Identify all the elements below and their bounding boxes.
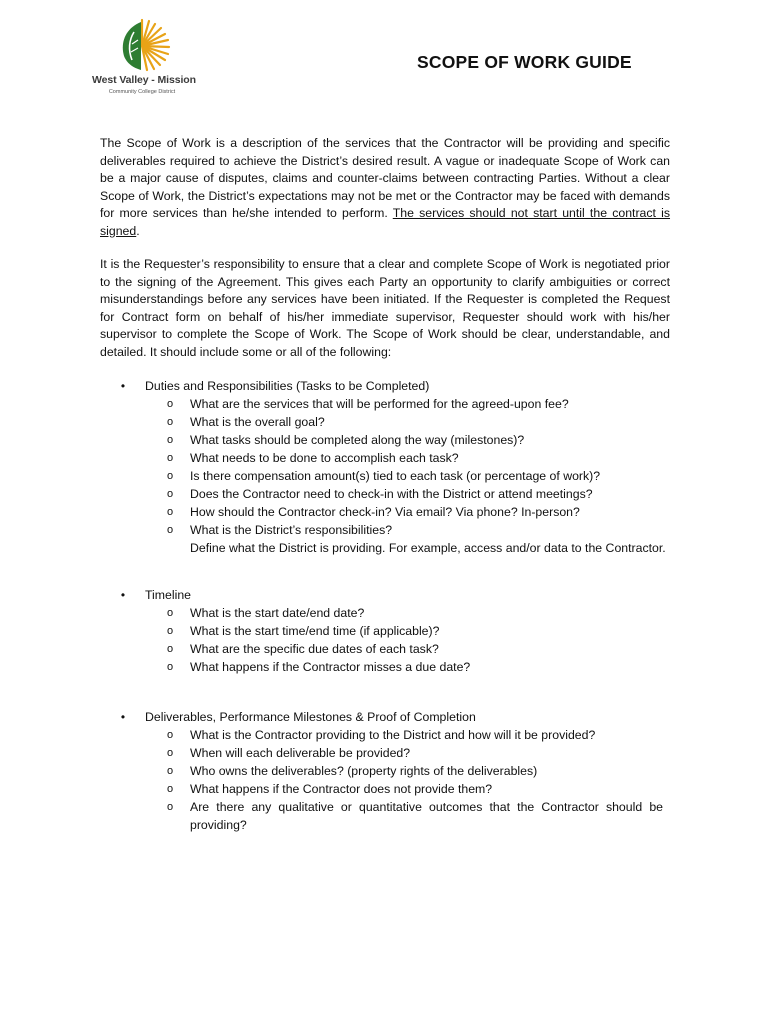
section-heading bbox=[118, 708, 693, 726]
list-item-text: Are there any qualitative or quantitative outcomes that the Contractor should be providing? bbox=[190, 800, 663, 832]
list-item-text: How should the Contractor check-in? Via email? Via phone? In-person? bbox=[190, 505, 580, 519]
paragraph-intro-text: The Scope of Work is a description of the services that the Contractor will be providing and specific deliverables required to achieve the District’s desired result. A vague or inadequate Scope of Work can be a major cause of disputes, claims and counter-claims between contracting Parties. Without a clear Scope of Work, the District’s expectations may not be met or the Contractor may be faced with demands for more services than he/she intended to perform. bbox=[100, 136, 670, 220]
leaf-sun-icon bbox=[112, 18, 172, 72]
circle-bullet-icon: o bbox=[167, 729, 174, 741]
list-item-text: What happens if the Contractor does not provide them? bbox=[190, 782, 493, 796]
page-title: SCOPE OF WORK GUIDE bbox=[417, 52, 632, 72]
circle-bullet-icon: o bbox=[167, 434, 174, 446]
list-item bbox=[118, 780, 693, 798]
list-item bbox=[118, 798, 693, 834]
section-heading-text: Duties and Responsibilities (Tasks to be Completed) bbox=[145, 379, 430, 393]
list-item-text: What is the District’s responsibilities? bbox=[190, 523, 393, 537]
list-item-text: What is the Contractor providing to the District and how will it be provided? bbox=[190, 728, 596, 742]
list-item-text: What are the services that will be performed for the agreed-upon fee? bbox=[190, 397, 569, 411]
list-item-text: Does the Contractor need to check-in with the District or attend meetings? bbox=[190, 487, 593, 501]
list-item bbox=[118, 658, 693, 676]
list-item bbox=[118, 413, 693, 431]
list-item bbox=[118, 521, 693, 539]
list-item-text: What is the start time/end time (if applicable)? bbox=[190, 624, 440, 638]
list-item bbox=[118, 762, 693, 780]
list-item bbox=[118, 431, 693, 449]
list-item-text: What happens if the Contractor misses a due date? bbox=[190, 660, 471, 674]
list-item bbox=[118, 503, 693, 521]
list-item-text: What are the specific due dates of each task? bbox=[190, 642, 439, 656]
list-item bbox=[118, 640, 693, 658]
circle-bullet-icon: o bbox=[167, 747, 174, 759]
list-item bbox=[118, 744, 693, 762]
bullet-icon: • bbox=[120, 710, 126, 724]
list-item-text: What needs to be done to accomplish each task? bbox=[190, 451, 459, 465]
circle-bullet-icon: o bbox=[167, 765, 174, 777]
bullet-icon: • bbox=[120, 379, 126, 393]
underlined-notice: The services should not start until the contract is signed bbox=[100, 206, 671, 238]
paragraph-intro-end: . bbox=[136, 223, 140, 238]
section-heading bbox=[118, 377, 693, 395]
list-item-text: What is the start date/end date? bbox=[190, 606, 365, 620]
district-logo bbox=[92, 18, 196, 98]
list-item-text: Who owns the deliverables? (property rights of the deliverables) bbox=[190, 764, 538, 778]
list-item-text: Is there compensation amount(s) tied to each task (or percentage of work)? bbox=[190, 469, 601, 483]
circle-bullet-icon: o bbox=[167, 625, 174, 637]
list-item-text: What tasks should be completed along the way (milestones)? bbox=[190, 433, 525, 447]
logo-name: West Valley - Mission bbox=[92, 74, 196, 86]
section-deliverables bbox=[118, 708, 693, 834]
section-heading bbox=[118, 586, 693, 604]
circle-bullet-icon: o bbox=[167, 801, 174, 813]
circle-bullet-icon: o bbox=[167, 452, 174, 464]
list-item bbox=[118, 467, 693, 485]
circle-bullet-icon: o bbox=[167, 488, 174, 500]
list-item-text: When will each deliverable be provided? bbox=[190, 746, 411, 760]
paragraph-intro bbox=[100, 135, 670, 240]
circle-bullet-icon: o bbox=[167, 416, 174, 428]
section-heading-text: Deliverables, Performance Milestones & Proof of Completion bbox=[145, 710, 476, 724]
list-item bbox=[118, 485, 693, 503]
section-heading-text: Timeline bbox=[145, 588, 192, 602]
circle-bullet-icon: o bbox=[167, 398, 174, 410]
circle-bullet-icon: o bbox=[167, 524, 174, 536]
list-item bbox=[118, 622, 693, 640]
circle-bullet-icon: o bbox=[167, 607, 174, 619]
circle-bullet-icon: o bbox=[167, 506, 174, 518]
list-item bbox=[118, 604, 693, 622]
section-duties bbox=[118, 377, 693, 557]
circle-bullet-icon: o bbox=[167, 470, 174, 482]
list-item bbox=[118, 395, 693, 413]
list-item bbox=[118, 726, 693, 744]
bullet-icon: • bbox=[120, 588, 126, 602]
list-item-text: What is the overall goal? bbox=[190, 415, 325, 429]
logo-subtitle: Community College District bbox=[108, 89, 176, 95]
circle-bullet-icon: o bbox=[167, 783, 174, 795]
list-item bbox=[118, 449, 693, 467]
circle-bullet-icon: o bbox=[167, 661, 174, 673]
section-timeline bbox=[118, 586, 693, 676]
circle-bullet-icon: o bbox=[167, 643, 174, 655]
list-item-continuation: Define what the District is providing. For example, access and/or data to the Contractor. bbox=[190, 541, 666, 555]
paragraph-responsibility: It is the Requester’s responsibility to ensure that a clear and complete Scope of Work is negotiated prior to the signing of the Agreement. This gives each Party an opportunity to clarify ambiguities or correct misunderstandings before any services have been initiated. If the Requester is completed the Request for Contract form on behalf of his/her immediate supervisor, Requester should work with his/her supervisor to complete the Scope of Work. The Scope of Work should be clear, understandable, and detailed. It should include some or all of the following: bbox=[100, 257, 670, 359]
